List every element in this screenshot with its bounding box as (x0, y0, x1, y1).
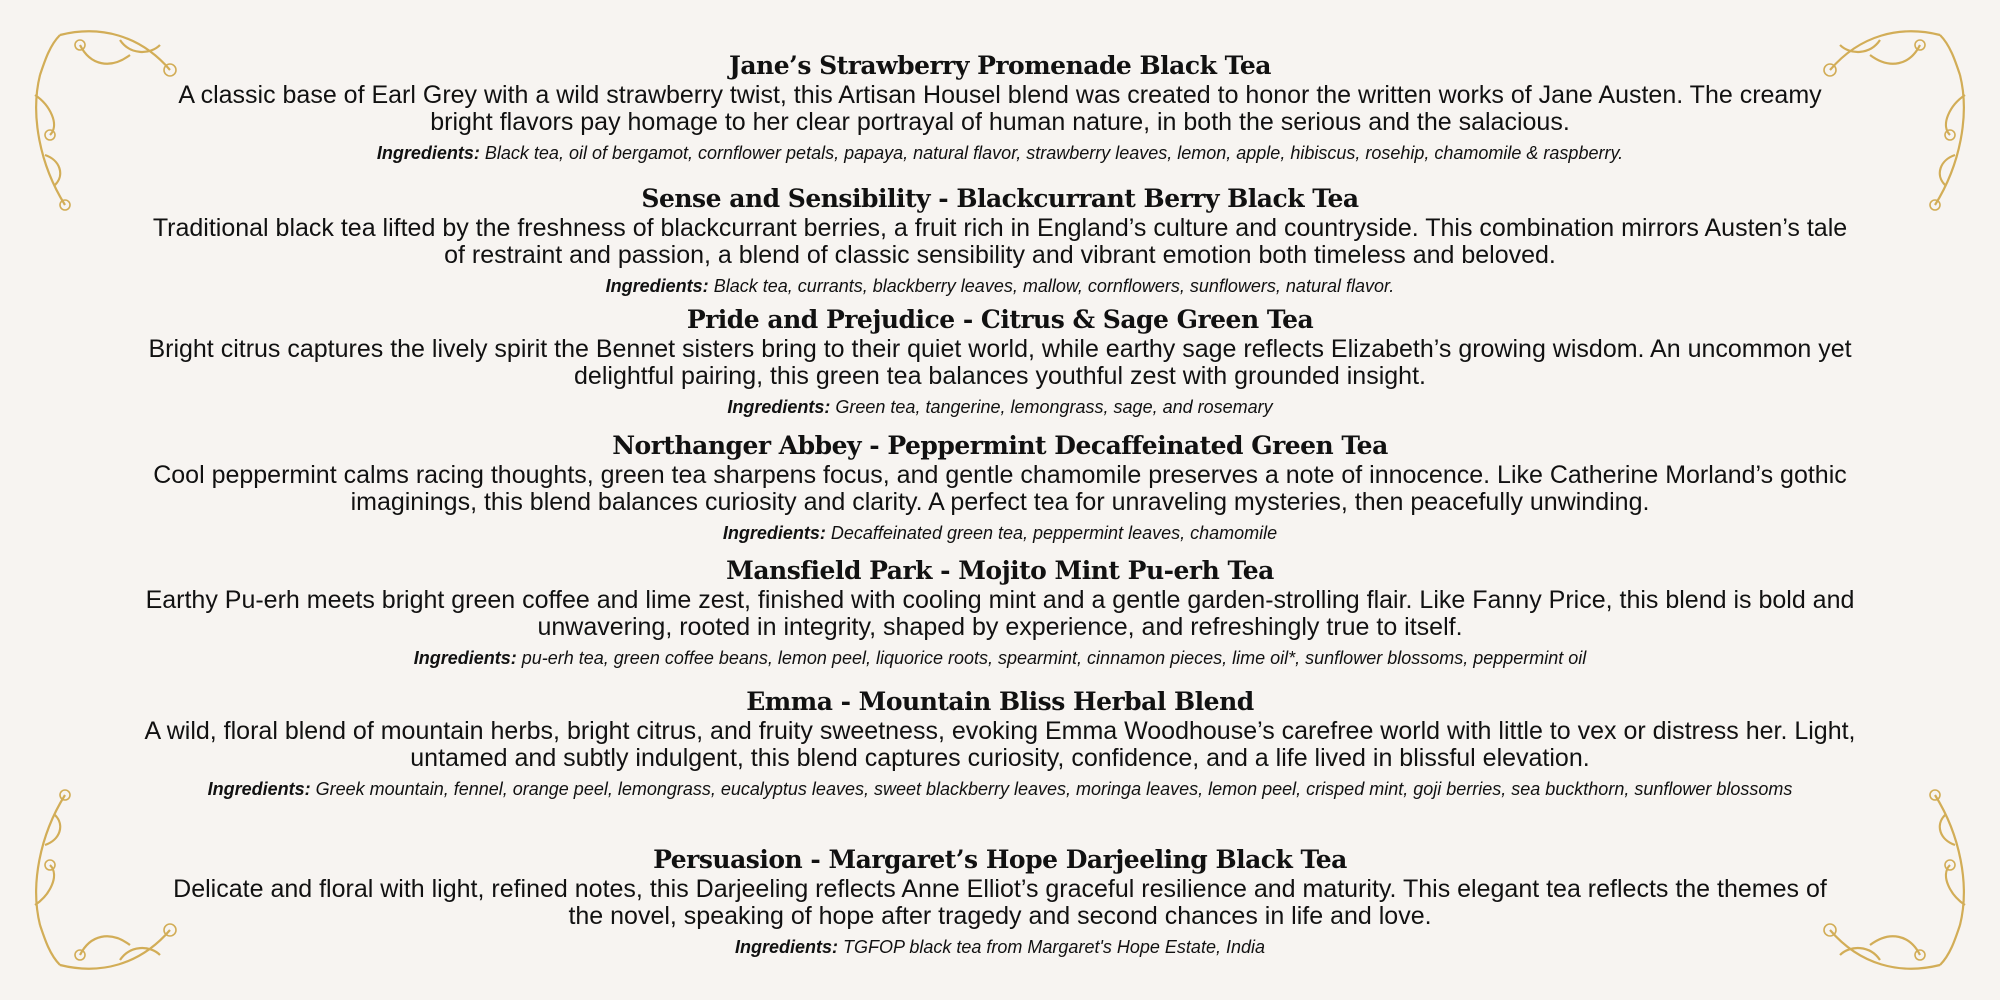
ingredients-label: Ingredients: (727, 397, 831, 417)
ingredients-text: Black tea, currants, blackberry leaves, mallow, cornflowers, sunflowers, natural flavor. (713, 276, 1395, 296)
tea-description: A classic base of Earl Grey with a wild strawberry twist, this Artisan Housel blend was created to honor the written works of Jane Austen. The creamy bright flavors pay homage to her clear portrayal of human nature, in both the serious and the salacious. (178, 81, 1822, 136)
ingredients-text: Greek mountain, fennel, orange peel, lemongrass, eucalyptus leaves, sweet blackberry leaves, moringa leaves, lemon peel, crisped mint, goji berries, sea buckthorn, sunflower blossoms (315, 779, 1793, 799)
tea-title: Northanger Abbey - Peppermint Decaffeinated Green Tea (612, 431, 1388, 460)
tea-title: Mansfield Park - Mojito Mint Pu-erh Tea (726, 556, 1274, 585)
tea-title: Sense and Sensibility - Blackcurrant Berry Black Tea (641, 184, 1359, 213)
tea-description: A wild, floral blend of mountain herbs, bright citrus, and fruity sweetness, evoking Emma Woodhouse’s carefree world with little to vex or distress her. Light, untamed and subtly indulgent, this blend captures curiosity, confidence, and a life lived in blissful elevation. (144, 717, 1856, 772)
tea-description: Delicate and floral with light, refined notes, this Darjeeling reflects Anne Elliot’s graceful resilience and maturity. This elegant tea reflects the themes of the novel, speaking of hope after tragedy and second chances in life and love. (173, 875, 1827, 930)
tea-section-persuasion (100, 844, 1900, 961)
tea-description: Traditional black tea lifted by the freshness of blackcurrant berries, a fruit rich in England’s culture and countryside. This combination mirrors Austen’s tale of restraint and passion, a blend of classic sensibility and vibrant emotion both timeless and beloved. (152, 214, 1848, 269)
ingredients-text: pu-erh tea, green coffee beans, lemon peel, liquorice roots, spearmint, cinnamon pieces, lime oil*, sunflower blossoms, peppermint oil (521, 648, 1587, 668)
tea-ingredients (100, 140, 1900, 167)
tea-title: Jane’s Strawberry Promenade Black Tea (729, 51, 1271, 80)
tea-ingredients (100, 645, 1900, 672)
tea-section-sense-and-sensibility (100, 183, 1900, 300)
tea-ingredients (100, 273, 1900, 300)
tea-title: Emma - Mountain Bliss Herbal Blend (746, 687, 1254, 716)
ingredients-label: Ingredients: (376, 143, 480, 163)
tea-section-janes-strawberry (100, 50, 1900, 167)
ingredients-text: TGFOP black tea from Margaret's Hope Estate, India (843, 937, 1265, 957)
tea-ingredients (100, 520, 1900, 547)
tea-description: Bright citrus captures the lively spirit the Bennet sisters bring to their quiet world, while earthy sage reflects Elizabeth’s growing wisdom. An uncommon yet delightful pairing, this green tea balances youthful zest with grounded insight. (148, 335, 1852, 390)
tea-title: Persuasion - Margaret’s Hope Darjeeling Black Tea (653, 845, 1347, 874)
ingredients-label: Ingredients: (605, 276, 709, 296)
ingredients-label: Ingredients: (722, 523, 826, 543)
tea-ingredients (100, 934, 1900, 961)
tea-title: Pride and Prejudice - Citrus & Sage Green Tea (686, 305, 1314, 334)
ingredients-text: Decaffeinated green tea, peppermint leaves, chamomile (830, 523, 1278, 543)
tea-section-emma (100, 686, 1900, 803)
ingredients-label: Ingredients: (207, 779, 311, 799)
ingredients-label: Ingredients: (735, 937, 839, 957)
tea-description: Cool peppermint calms racing thoughts, green tea sharpens focus, and gentle chamomile preserves a note of innocence. Like Catherine Morland’s gothic imaginings, this blend balances curiosity and clarity. A perfect tea for unraveling mysteries, then peacefully unwinding. (153, 461, 1847, 516)
tea-section-mansfield-park (100, 555, 1900, 672)
ingredients-text: Green tea, tangerine, lemongrass, sage, and rosemary (835, 397, 1273, 417)
ingredients-text: Black tea, oil of bergamot, cornflower petals, papaya, natural flavor, strawberry leaves, lemon, apple, hibiscus, rosehip, chamomile & raspberry. (484, 143, 1624, 163)
tea-description: Earthy Pu-erh meets bright green coffee and lime zest, finished with cooling mint and a gentle garden-strolling flair. Like Fanny Price, this blend is bold and unwavering, rooted in integrity, shaped by experience, and refreshingly true to itself. (145, 586, 1855, 641)
tea-section-northanger-abbey (100, 430, 1900, 547)
tea-ingredients (130, 776, 1870, 803)
ingredients-label: Ingredients: (413, 648, 517, 668)
tea-ingredients (100, 394, 1900, 421)
tea-section-pride-and-prejudice (100, 304, 1900, 421)
